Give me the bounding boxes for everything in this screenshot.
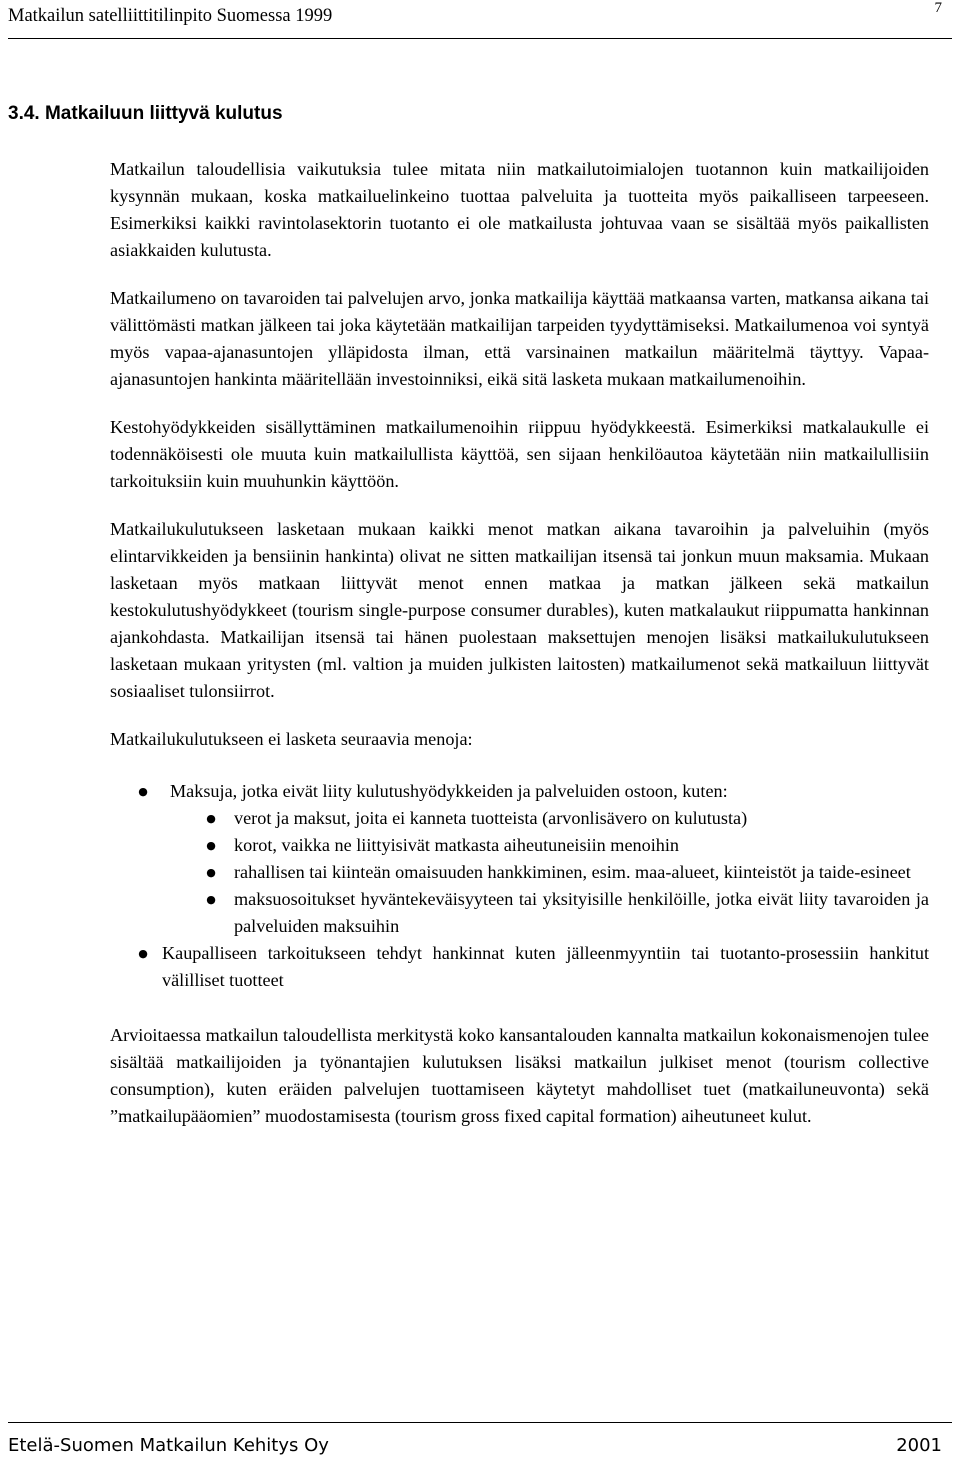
body-content <box>110 156 929 1130</box>
page-number: 7 <box>934 0 942 16</box>
bullet-icon <box>204 886 218 915</box>
document-title: Matkailun satelliittitilinpito Suomessa 1999 <box>8 6 333 26</box>
bullet-icon <box>204 805 218 834</box>
list-item <box>110 778 929 940</box>
page-header <box>8 0 952 39</box>
sub-list-item <box>110 805 929 832</box>
paragraph: Matkailumeno on tavaroiden tai palvelujen arvo, jonka matkailija käyttää matkaansa varten, matkansa aikana tai välittömästi matkan jälkeen tai joka käytetään matkailijan tarpeiden tyydyttämiseksi. Matkailumenoa voi syntyä myös vapaa-ajanasuntojen ylläpidosta ilman, että varsinainen matkailun määritelmä täyttyy. Vapaa-ajanasuntojen hankinta määritellään investoinniksi, eikä sitä lasketa mukaan matkailumenoihin. <box>110 288 929 389</box>
sub-list <box>170 805 929 940</box>
sub-list-item <box>110 859 929 886</box>
section-heading: 3.4. Matkailuun liittyvä kulutus <box>8 103 283 124</box>
closing-paragraph: Arvioitaessa matkailun taloudellista merkitystä koko kansantalouden kannalta matkailun kokonaismenojen tulee sisältää matkailijoiden ja työnantajien kulutuksen lisäksi matkailun julkiset menot (tourism collective consumption), kuten eräiden palvelujen tuottamiseen käytetyt mahdolliset tuet (matkailuneuvonta) sekä ”matkailupääomien” muodostamisesta (tourism gross fixed capital formation) aiheutuneet kulut. <box>110 1025 929 1126</box>
list-item-text: Kaupalliseen tarkoitukseen tehdyt hankinnat kuten jälleenmyyntiin tai tuotanto-prosessiin hankitut välilliset tuotteet <box>162 943 929 990</box>
footer-year: 2001 <box>896 1435 942 1456</box>
page-footer <box>8 1422 952 1462</box>
sub-list-item-text: verot ja maksut, joita ei kanneta tuotteista (arvonlisävero on kulutusta) <box>234 808 748 828</box>
paragraph: Matkailukulutukseen lasketaan mukaan kaikki menot matkan aikana tavaroihin ja palveluihin (myös elintarvikkeiden ja bensiinin hankinta) olivat ne sitten matkailijan itsensä tai jonkun muun maksamia. Mukaan lasketaan myös matkaan liittyvät menot ennen matkaa ja matkan jälkeen sekä matkailun kestokulutushyödykkeet (tourism single-purpose consumer durables), kuten matkalaukut riippumatta hankinnan ajankohdasta. Matkailijan itsensä tai hänen puolestaan maksettujen menojen lisäksi matkailukulutukseen lasketaan mukaan yritysten (ml. valtion ja muiden julkisten laitosten) matkailumenot sekä matkailuun liittyvät sosiaaliset tulonsiirrot. <box>110 519 929 701</box>
bullet-icon <box>204 832 218 861</box>
exclusion-list <box>110 778 929 994</box>
sub-list-item <box>110 832 929 859</box>
bullet-icon <box>136 778 150 807</box>
sub-list-item-text: maksuosoitukset hyväntekeväisyyteen tai yksityisille henkilöille, jotka eivät liity tavaroiden ja palveluiden maksuihin <box>234 889 929 936</box>
sub-list-item-text: rahallisen tai kiinteän omaisuuden hankkiminen, esim. maa-alueet, kiinteistöt ja taide-esineet <box>234 862 911 882</box>
list-intro: Matkailukulutukseen ei lasketa seuraavia menoja: <box>110 729 473 749</box>
bullet-icon <box>204 859 218 888</box>
paragraph: Kestohyödykkeiden sisällyttäminen matkailumenoihin riippuu hyödykkeestä. Esimerkiksi matkalaukulle ei todennäköisesti ole muuta kuin matkailullista käyttöä, sen sijaan henkilöautoa käytetään niin matkailullisiin tarkoituksiin kuin muuhunkin käyttöön. <box>110 417 929 491</box>
list-item <box>110 940 929 994</box>
list-item-text: Maksuja, jotka eivät liity kulutushyödykkeiden ja palveluiden ostoon, kuten: <box>170 781 728 801</box>
paragraph: Matkailun taloudellisia vaikutuksia tulee mitata niin matkailutoimialojen tuotannon kuin matkailijoiden kysynnän mukaan, koska matkailuelinkeino tuottaa palveluita ja tuotteita myös paikalliseen tarpeeseen. Esimerkiksi kaikki ravintolasektorin tuotanto ei ole matkailusta johtuvaa vaan se sisältää myös paikallisten asiakkaiden kulutusta. <box>110 159 929 260</box>
sub-list-item-text: korot, vaikka ne liittyisivät matkasta aiheutuneisiin menoihin <box>234 835 679 855</box>
bullet-icon <box>136 940 150 969</box>
sub-list-item <box>110 886 929 940</box>
footer-organization: Etelä-Suomen Matkailun Kehitys Oy <box>8 1435 329 1456</box>
